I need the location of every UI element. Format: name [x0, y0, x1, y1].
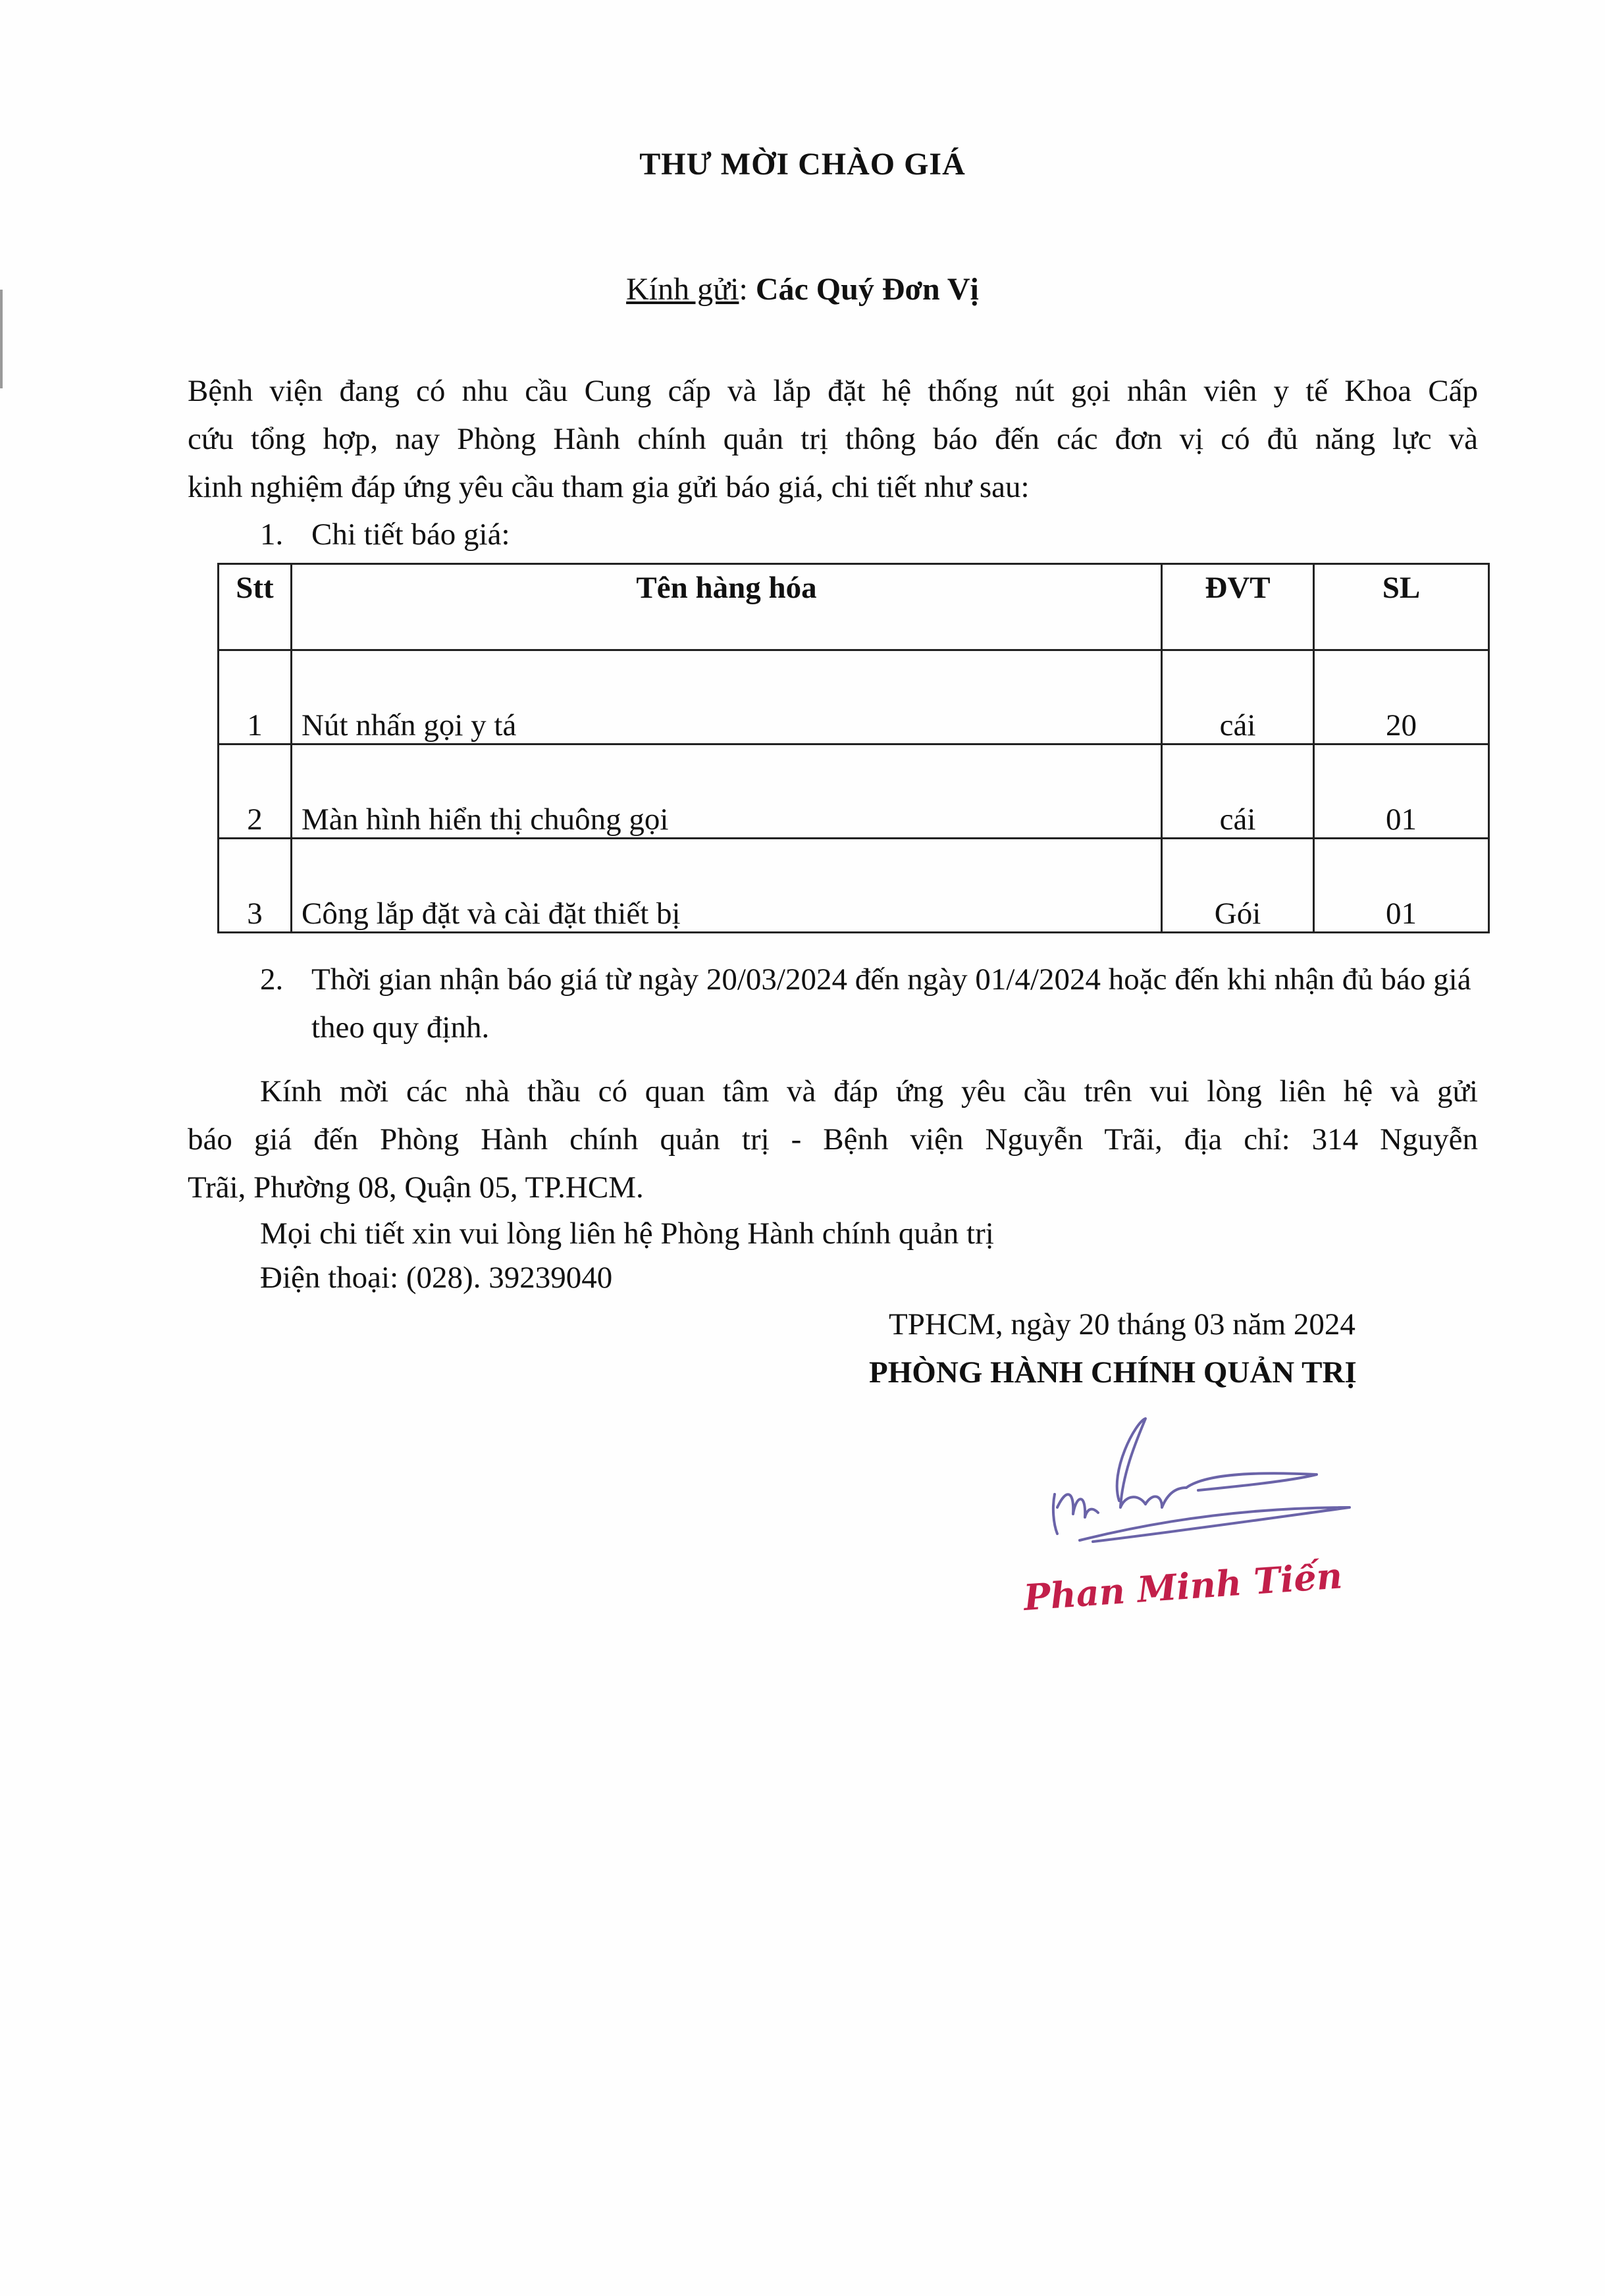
document-title: THƯ MỜI CHÀO GIÁ: [639, 147, 966, 182]
salutation-label: Kính gửi: [626, 272, 739, 307]
table-header-row: [219, 564, 1489, 650]
row-name: Công lắp đặt và cài đặt thiết bị: [292, 839, 1162, 933]
header-stt: Stt: [219, 564, 292, 650]
section-1: [260, 511, 510, 559]
section-1-number: 1.: [260, 517, 284, 552]
intro-line: kinh nghiệm đáp ứng yêu cầu tham gia gửi báo giá, chi tiết như sau:: [188, 470, 1030, 504]
date-line: TPHCM, ngày 20 tháng 03 năm 2024: [889, 1307, 1355, 1342]
table-row: [219, 744, 1489, 839]
intro-line: cứu tổng hợp, nay Phòng Hành chính quản trị thông báo đến các đơn vị có đủ năng lực và: [188, 422, 1478, 456]
section-2-number: 2.: [260, 962, 284, 997]
intro-line: Bệnh viện đang có nhu cầu Cung cấp và lắp đặt hệ thống nút gọi nhân viên y tế Khoa Cấp: [188, 374, 1478, 408]
contact-line: Mọi chi tiết xin vui lòng liên hệ Phòng Hành chính quản trị: [260, 1216, 994, 1251]
row-unit: cái: [1162, 650, 1314, 744]
handwritten-signature: [1040, 1409, 1369, 1580]
header-unit: ĐVT: [1162, 564, 1314, 650]
invitation-line: Trãi, Phường 08, Quận 05, TP.HCM.: [188, 1170, 644, 1205]
row-stt: 2: [219, 744, 292, 839]
salutation: [0, 271, 1605, 307]
header-qty: SL: [1314, 564, 1489, 650]
intro-paragraph: [188, 367, 1478, 511]
salutation-recipient: Các Quý Đơn Vị: [755, 272, 979, 307]
table-row: [219, 839, 1489, 933]
salutation-separator: :: [739, 272, 756, 307]
header-name: Tên hàng hóa: [292, 564, 1162, 650]
row-stt: 3: [219, 839, 292, 933]
section-2-text: Thời gian nhận báo giá từ ngày 20/03/2024 đến ngày 01/4/2024 hoặc đến khi nhận đủ báo giá theo quy định.: [311, 962, 1471, 1045]
row-unit: cái: [1162, 744, 1314, 839]
table-row: [219, 650, 1489, 744]
row-qty: 01: [1314, 744, 1489, 839]
section-1-text: Chi tiết báo giá:: [311, 517, 510, 552]
invitation-line: Kính mời các nhà thầu có quan tâm và đáp ứng yêu cầu trên vui lòng liên hệ và gửi: [260, 1074, 1478, 1109]
row-unit: Gói: [1162, 839, 1314, 933]
phone-line: Điện thoại: (028). 39239040: [260, 1261, 613, 1295]
department-signature-title: PHÒNG HÀNH CHÍNH QUẢN TRỊ: [869, 1355, 1357, 1390]
invitation-paragraph: [188, 1068, 1478, 1212]
row-qty: 01: [1314, 839, 1489, 933]
row-name: Nút nhấn gọi y tá: [292, 650, 1162, 744]
row-name: Màn hình hiển thị chuông gọi: [292, 744, 1162, 839]
invitation-line: báo giá đến Phòng Hành chính quản trị - Bệnh viện Nguyễn Trãi, địa chỉ: 314 Nguyễn: [188, 1122, 1478, 1157]
row-qty: 20: [1314, 650, 1489, 744]
quote-table: [217, 563, 1490, 933]
signer-name: Phan Minh Tiến: [1022, 1554, 1344, 1619]
row-stt: 1: [219, 650, 292, 744]
